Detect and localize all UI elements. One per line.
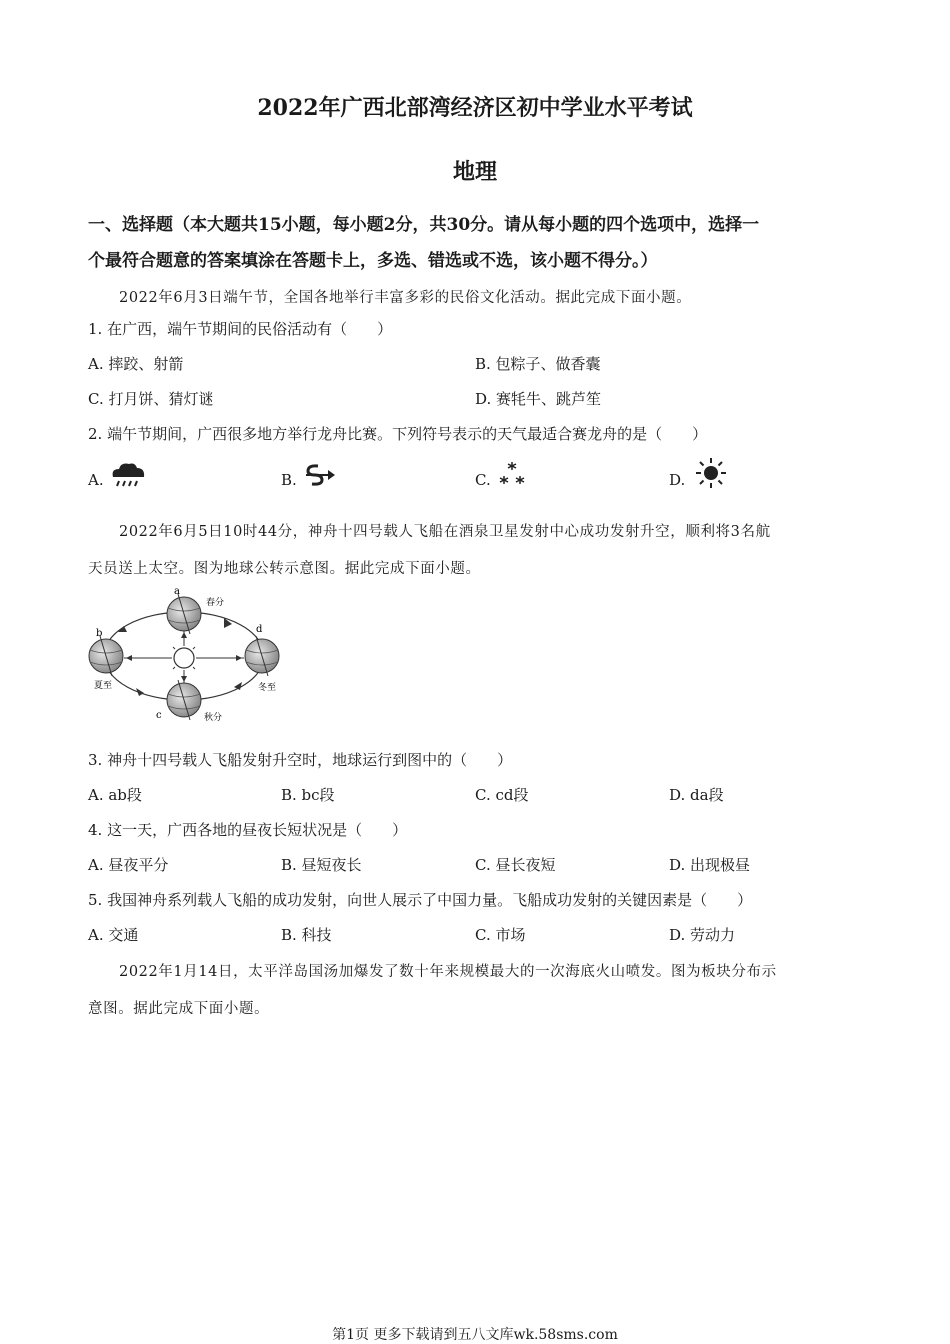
question-1-option-b: B. 包粽子、做香囊 bbox=[475, 355, 601, 373]
question-4-option-c: C. 昼长夜短 bbox=[475, 856, 556, 874]
question-4-option-a: A. 昼夜平分 bbox=[88, 856, 169, 874]
sandstorm-icon bbox=[302, 462, 338, 488]
question-5-stem: 5. 我国神舟系列载人飞船的成功发射，向世人展示了中国力量。飞船成功发射的关键因素是（ ） bbox=[88, 891, 753, 909]
question-3-option-d: D. da段 bbox=[669, 786, 724, 804]
question-5-option-a: A. 交通 bbox=[88, 926, 139, 944]
section-instruction-line2: 个最符合题意的答案填涂在答题卡上，多选、错选或不选，该小题不得分。） bbox=[88, 251, 658, 271]
question-2-option-d: D. bbox=[669, 471, 686, 489]
orbit-label-b: b bbox=[96, 628, 103, 639]
intro-paragraph-2-line1: 2022年6月5日10时44分，神舟十四号载人飞船在酒泉卫星发射中心成功发射升空，顺利将3名航 bbox=[119, 524, 771, 540]
earth-a bbox=[167, 594, 201, 634]
snow-icon bbox=[496, 460, 528, 490]
question-4-stem: 4. 这一天，广西各地的昼夜长短状况是（ ） bbox=[88, 821, 408, 839]
question-3-option-c: C. cd段 bbox=[475, 786, 529, 804]
earth-d bbox=[245, 636, 279, 676]
question-5-option-b: B. 科技 bbox=[281, 926, 332, 944]
question-1-option-a: A. 摔跤、射箭 bbox=[88, 355, 184, 373]
sun-icon bbox=[169, 643, 199, 673]
subject-title: 地理 bbox=[452, 159, 497, 185]
thunderstorm-rain-icon bbox=[108, 460, 148, 490]
question-1-stem: 1. 在广西，端午节期间的民俗活动有（ ） bbox=[88, 320, 393, 338]
orbit-term-winter: 冬至 bbox=[258, 683, 277, 693]
earth-b bbox=[89, 636, 123, 676]
orbit-label-c: c bbox=[156, 710, 162, 721]
intro-paragraph-3-line1: 2022年1月14日，太平洋岛国汤加爆发了数十年来规模最大的一次海底火山喷发。图为板块分布示 bbox=[119, 964, 777, 980]
page-footer: 第1页 更多下载请到五八文库wk.58sms.com bbox=[332, 1327, 618, 1343]
question-2-stem: 2. 端午节期间，广西很多地方举行龙舟比赛。下列符号表示的天气最适合赛龙舟的是（ ） bbox=[88, 425, 708, 443]
earth-c bbox=[167, 680, 201, 720]
orbit-term-summer: 夏至 bbox=[94, 681, 113, 691]
question-3-option-b: B. bc段 bbox=[281, 786, 335, 804]
question-5-option-d: D. 劳动力 bbox=[669, 926, 736, 944]
page-title: 2022年广西北部湾经济区初中学业水平考试 bbox=[257, 95, 693, 121]
question-4-option-b: B. 昼短夜长 bbox=[281, 856, 362, 874]
section-instruction-line1: 一、选择题（本大题共15小题，每小题2分，共30分。请从每小题的四个选项中，选择一 bbox=[88, 215, 760, 235]
question-3-stem: 3. 神舟十四号载人飞船发射升空时，地球运行到图中的（ ） bbox=[88, 751, 513, 769]
intro-paragraph-1: 2022年6月3日端午节，全国各地举行丰富多彩的民俗文化活动。据此完成下面小题。 bbox=[119, 290, 692, 306]
question-1-option-d: D. 赛牦牛、跳芦笙 bbox=[475, 390, 602, 408]
orbit-term-spring: 春分 bbox=[206, 598, 225, 608]
orbit-arrow-ab bbox=[118, 626, 127, 632]
question-2-option-b: B. bbox=[281, 471, 297, 489]
question-3-option-a: A. ab段 bbox=[88, 786, 142, 804]
orbit-label-a: a bbox=[174, 586, 180, 597]
sunny-icon bbox=[694, 456, 728, 490]
question-2-option-a: A. bbox=[88, 471, 104, 489]
question-4-option-d: D. 出现极昼 bbox=[669, 856, 751, 874]
orbit-arrow-cd bbox=[234, 682, 242, 690]
intro-paragraph-2-line2: 天员送上太空。图为地球公转示意图。据此完成下面小题。 bbox=[88, 561, 481, 577]
question-1-option-c: C. 打月饼、猜灯谜 bbox=[88, 390, 214, 408]
orbit-term-autumn: 秋分 bbox=[204, 713, 223, 723]
orbit-label-d: d bbox=[256, 624, 263, 635]
question-5-option-c: C. 市场 bbox=[475, 926, 526, 944]
question-2-option-c: C. bbox=[475, 471, 491, 489]
intro-paragraph-3-line2: 意图。据此完成下面小题。 bbox=[88, 1001, 270, 1017]
earth-revolution-diagram bbox=[84, 584, 289, 726]
